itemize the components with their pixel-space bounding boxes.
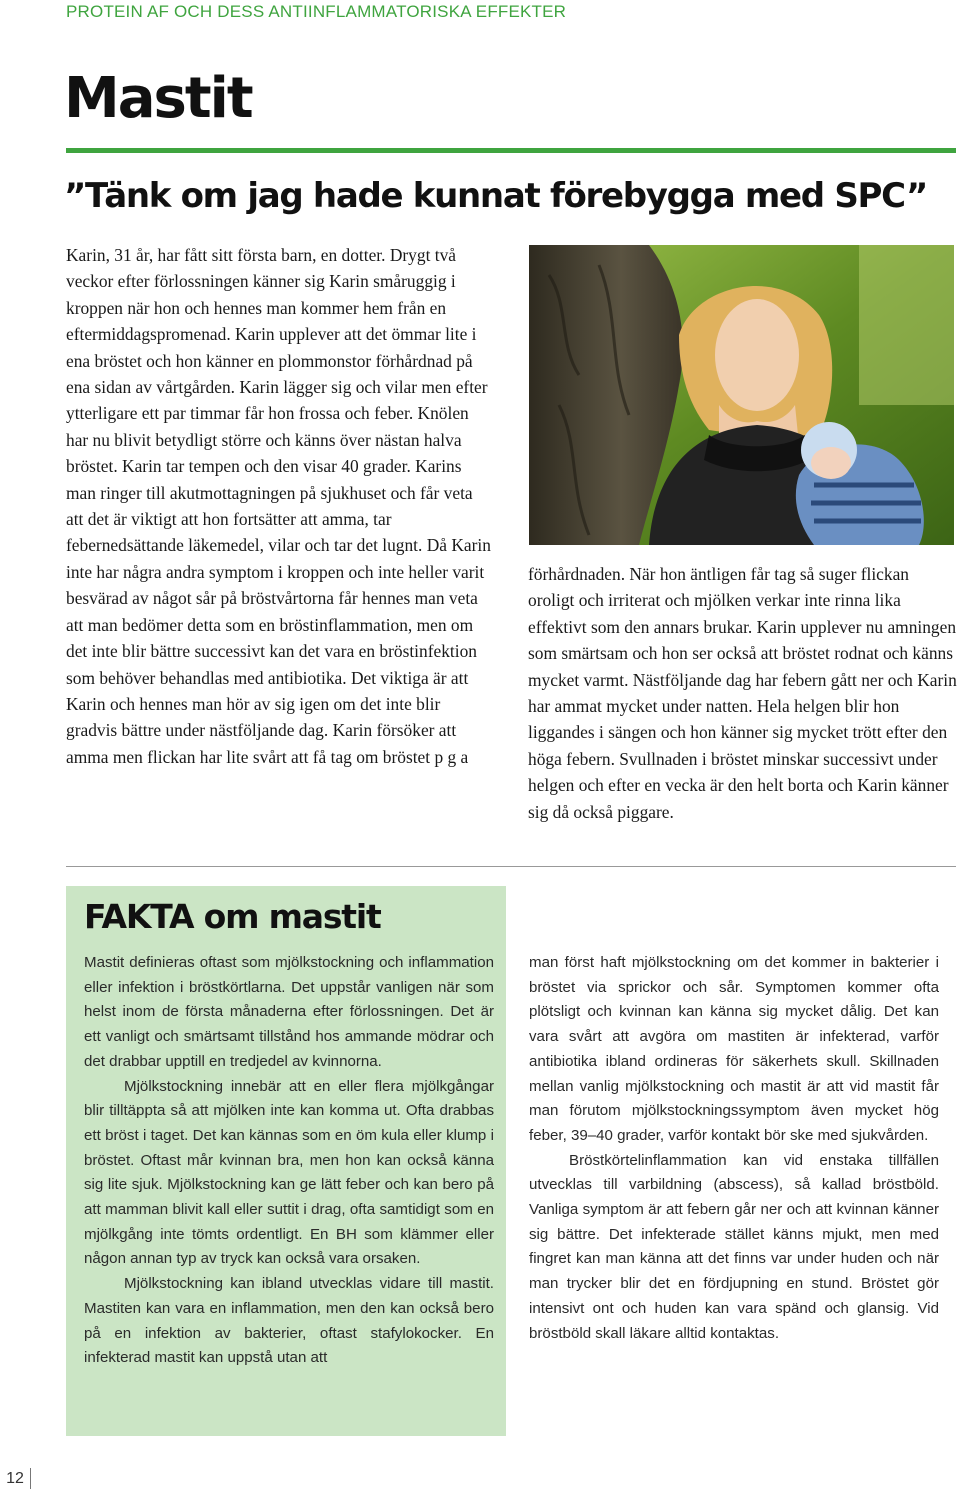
article-subtitle: ”Tänk om jag hade kunnat förebygga med SPC” bbox=[64, 176, 928, 216]
running-head: PROTEIN AF OCH DESS ANTIINFLAMMATORISKA EFFEKTER bbox=[66, 2, 567, 21]
story-text-left: Karin, 31 år, har fått sitt första barn, en dotter. Drygt två veckor efter förlossningen känner sig Karin småruggig i kroppen när hon och hennes man kommer hem från en eftermiddagspromenad. Karin upplever att det ömmar lite i ena bröstet och hon känner en plommonstor förhårdnad på ena sidan av vårtgården. Karin lägger sig och vilar men efter ytterligare ett par timmar får hon frossa och feber. Knölen har nu blivit betydligt större och känns över nästan halva bröstet. Karin tar tempen och den visar 40 grader. Karins man ringer till akutmottagningen på sjukhuset och får veta att det är viktigt att hon fortsätter att amma, tar febernedsättande läkemedel, vilar och tar det lugnt. Då Karin inte har några andra symptom i kroppen och inte heller varit besvärad av något sår på bröstvårtorna får hennes man veta att man bedömer detta som en bröstinflammation, men om det inte blir bättre successivt kan det vara en bröstinfektion som behöver behandlas med antibiotika. Det viktiga är att Karin och hennes man hör av sig igen om det inte blir gradvis bättre under nästföljande dag. Karin försöker att amma men flickan har lite svårt att få tag om bröstet p g a bbox=[66, 245, 491, 767]
title-divider bbox=[66, 148, 956, 153]
page-number: 12 bbox=[0, 1468, 31, 1489]
fakta-paragraph: man först haft mjölkstockning om det kommer in bakterier i bröstet via sprickor och sår. Symptomen kommer ofta plötsligt och kvinnan kan känna sig mycket dålig. Det kan vara svårt att avgöra om mastiten är infekterad, varför antibiotika ibland ordineras för säkerhets skull. Skillnaden mellan vanlig mjölkstockning och mastit är att vid mastit får man förutom mjölkstockningssymptom även mycket hög feber, 39–40 grader, varför kontakt bör ske med sjukvården. bbox=[529, 954, 939, 1144]
fakta-paragraph: Mjölkstockning kan ibland utvecklas vidare till mastit. Mastiten kan vara en inflammation, men den kan också bero på en infektion av bakterier, oftast stafylokocker. En infekterad mastit kan uppstå utan att bbox=[84, 1275, 494, 1367]
fakta-paragraph: Mastit definieras oftast som mjölkstockning och inflammation eller infektion i bröstkörtlarna. Det uppstår vanligen när som helst inom de första månaderna efter förlossningen. Det är ett vanligt och smärtsamt tillstånd hos ammande mödrar och det drabbar upptill en tredjedel av kvinnorna. bbox=[84, 954, 494, 1070]
story-text-right: förhårdnaden. När hon äntligen får tag så suger flickan oroligt och irriterat och mjölken verkar inte rinna lika effektivt som den annars brukar. Karin upplever nu amningen som smärtsam och hon ser också att bröstet rodnat och känns mycket varmt. Nästföljande dag har febern gått ner och Karin har ammat mycket under natten. Hela helgen blir hon liggandes i sängen och hon känner sig mycket trött efter den höga febern. Svullnaden i bröstet minskar successivt under helgen och efter en vecka är den helt borta och Karin känner sig då också piggare. bbox=[528, 564, 957, 822]
section-divider bbox=[66, 866, 956, 867]
fakta-column-right bbox=[529, 951, 939, 1346]
fakta-title: FAKTA om mastit bbox=[84, 897, 381, 936]
fakta-column-left bbox=[84, 951, 494, 1371]
fakta-paragraph: Bröstkörtelinflammation kan vid enstaka tillfällen utvecklas till varbildning (abscess), så kallad bröstböld. Vanliga symptom är att febern går ner och att kvinnan känner sig bättre. Det infekterade stället känns mjukt, men med fingret kan man känna att det finns var under huden och när man trycker blir det en fördjupning en stund. Bröstet gör intensivt ont och huden kan vara spänd och glansig. Vid bröstböld skall läkare alltid kontaktas. bbox=[529, 1151, 939, 1342]
page-title: Mastit bbox=[64, 66, 252, 131]
mother-and-baby-photo bbox=[529, 245, 954, 545]
fakta-paragraph: Mjölkstockning innebär att en eller flera mjölkgångar blir tilltäppta så att mjölken inte kan komma ut. Ofta drabbas ett bröst i taget. Det kan kännas som en öm kula eller klump i bröstet. Oftast mår kvinnan bra, men hon kan också känna sig lite sjuk. Mjölkstockning kan ge lätt feber och kan bero på att mamman blivit kall eller suttit i drag, ofta samtidigt som en mjölkgång inte tömts ordentligt. En BH som klämmer eller någon annan typ av tryck kan också vara orsaken. bbox=[84, 1077, 494, 1268]
